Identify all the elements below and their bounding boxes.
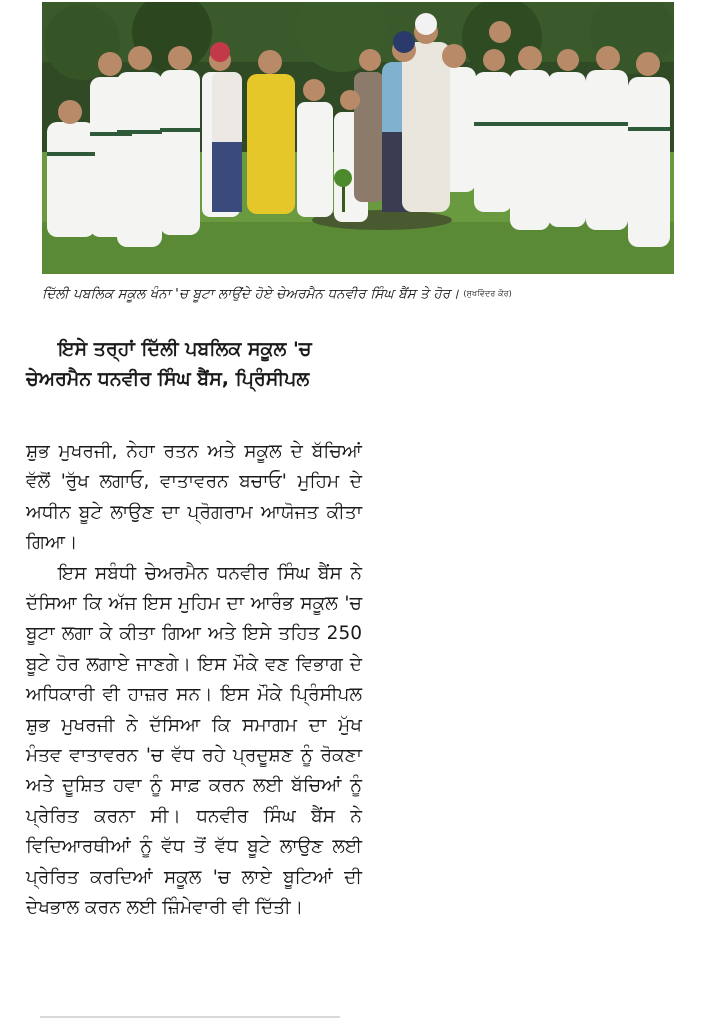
caption-text: ਦਿੱਲੀ ਪਬਲਿਕ ਸਕੂਲ ਖੰਨਾ 'ਚ ਬੂਟਾ ਲਾਉਂਦੇ ਹੋਏ ਚੇਅਰਮੈਨ ਧਨਵੀਰ ਸਿੰਘ ਬੈਂਸ ਤੇ ਹੋਰ। bbox=[42, 286, 460, 302]
group-photo-illustration bbox=[42, 2, 674, 274]
photo-caption bbox=[42, 286, 682, 302]
article-body bbox=[26, 437, 362, 924]
lead-line-1: ਇਸੇ ਤਰ੍ਹਾਂ ਦਿੱਲੀ ਪਬਲਿਕ ਸਕੂਲ 'ਚ bbox=[58, 338, 312, 360]
paragraph-1: ਸ਼ੁਭ ਮੁਖਰਜੀ, ਨੇਹਾ ਰਤਨ ਅਤੇ ਸਕੂਲ ਦੇ ਬੱਚਿਆਂ ਵੱਲੋਂ 'ਰੁੱਖ ਲਗਾਓ, ਵਾਤਾਵਰਨ ਬਚਾਓ' ਮੁਹਿਮ ਦੇ ਅਧੀਨ ਬੂਟੇ ਲਾਉਣ ਦਾ ਪ੍ਰੋਗਰਾਮ ਆਯੋਜਤ ਕੀਤਾ ਗਿਆ। bbox=[26, 441, 362, 554]
article-lead bbox=[26, 334, 366, 394]
paragraph-2: ਇਸ ਸਬੰਧੀ ਚੇਅਰਮੈਨ ਧਨਵੀਰ ਸਿੰਘ ਬੈਂਸ ਨੇ ਦੱਸਿਆ ਕਿ ਅੱਜ ਇਸ ਮੁਹਿਮ ਦਾ ਆਰੰਭ ਸਕੂਲ 'ਚ ਬੂਟਾ ਲਗਾ ਕੇ ਕੀਤਾ ਗਿਆ ਅਤੇ ਇਸੇ ਤਹਿਤ 250 ਬੂਟੇ ਹੋਰ ਲਗਾਏ ਜਾਣਗੇ। ਇਸ ਮੌਕੇ ਵਣ ਵਿਭਾਗ ਦੇ ਅਧਿਕਾਰੀ ਵੀ ਹਾਜ਼ਰ ਸਨ। ਇਸ ਮੌਕੇ ਪ੍ਰਿੰਸੀਪਲ ਸ਼ੁਭ ਮੁਖਰਜੀ ਨੇ ਦੱਸਿਆ ਕਿ ਸਮਾਗਮ ਦਾ ਮੁੱਖ ਮੰਤਵ ਵਾਤਾਵਰਨ 'ਚ ਵੱਧ ਰਹੇ ਪ੍ਰਦੂਸ਼ਣ ਨੂੰ ਰੋਕਣਾ ਅਤੇ ਦੂਸ਼ਿਤ ਹਵਾ ਨੂੰ ਸਾਫ਼ ਕਰਨ ਲਈ ਬੱਚਿਆਂ ਨੂੰ ਪ੍ਰੇਰਿਤ ਕਰਨਾ ਸੀ। ਧਨਵੀਰ ਸਿੰਘ ਬੈਂਸ ਨੇ ਵਿਦਿਆਰਥੀਆਂ ਨੂੰ ਵੱਧ ਤੋਂ ਵੱਧ ਬੂਟੇ ਲਾਉਣ ਲਈ ਪ੍ਰੇਰਿਤ ਕਰਦਿਆਂ ਸਕੂਲ 'ਚ ਲਾਏ ਬੂਟਿਆਂ ਦੀ ਦੇਖਭਾਲ ਕਰਨ ਲਈ ਜ਼ਿੰਮੇਵਾਰੀ ਵੀ ਦਿੱਤੀ। bbox=[26, 562, 362, 919]
news-photo bbox=[42, 2, 674, 274]
lead-line-2: ਚੇਅਰਮੈਨ ਧਨਵੀਰ ਸਿੰਘ ਬੈਂਸ, ਪ੍ਰਿੰਸੀਪਲ bbox=[26, 368, 310, 390]
photo-credit: (ਸੁਖਵਿੰਦਰ ਕੌਰ) bbox=[463, 289, 512, 298]
column-bottom-rule bbox=[40, 1016, 340, 1018]
